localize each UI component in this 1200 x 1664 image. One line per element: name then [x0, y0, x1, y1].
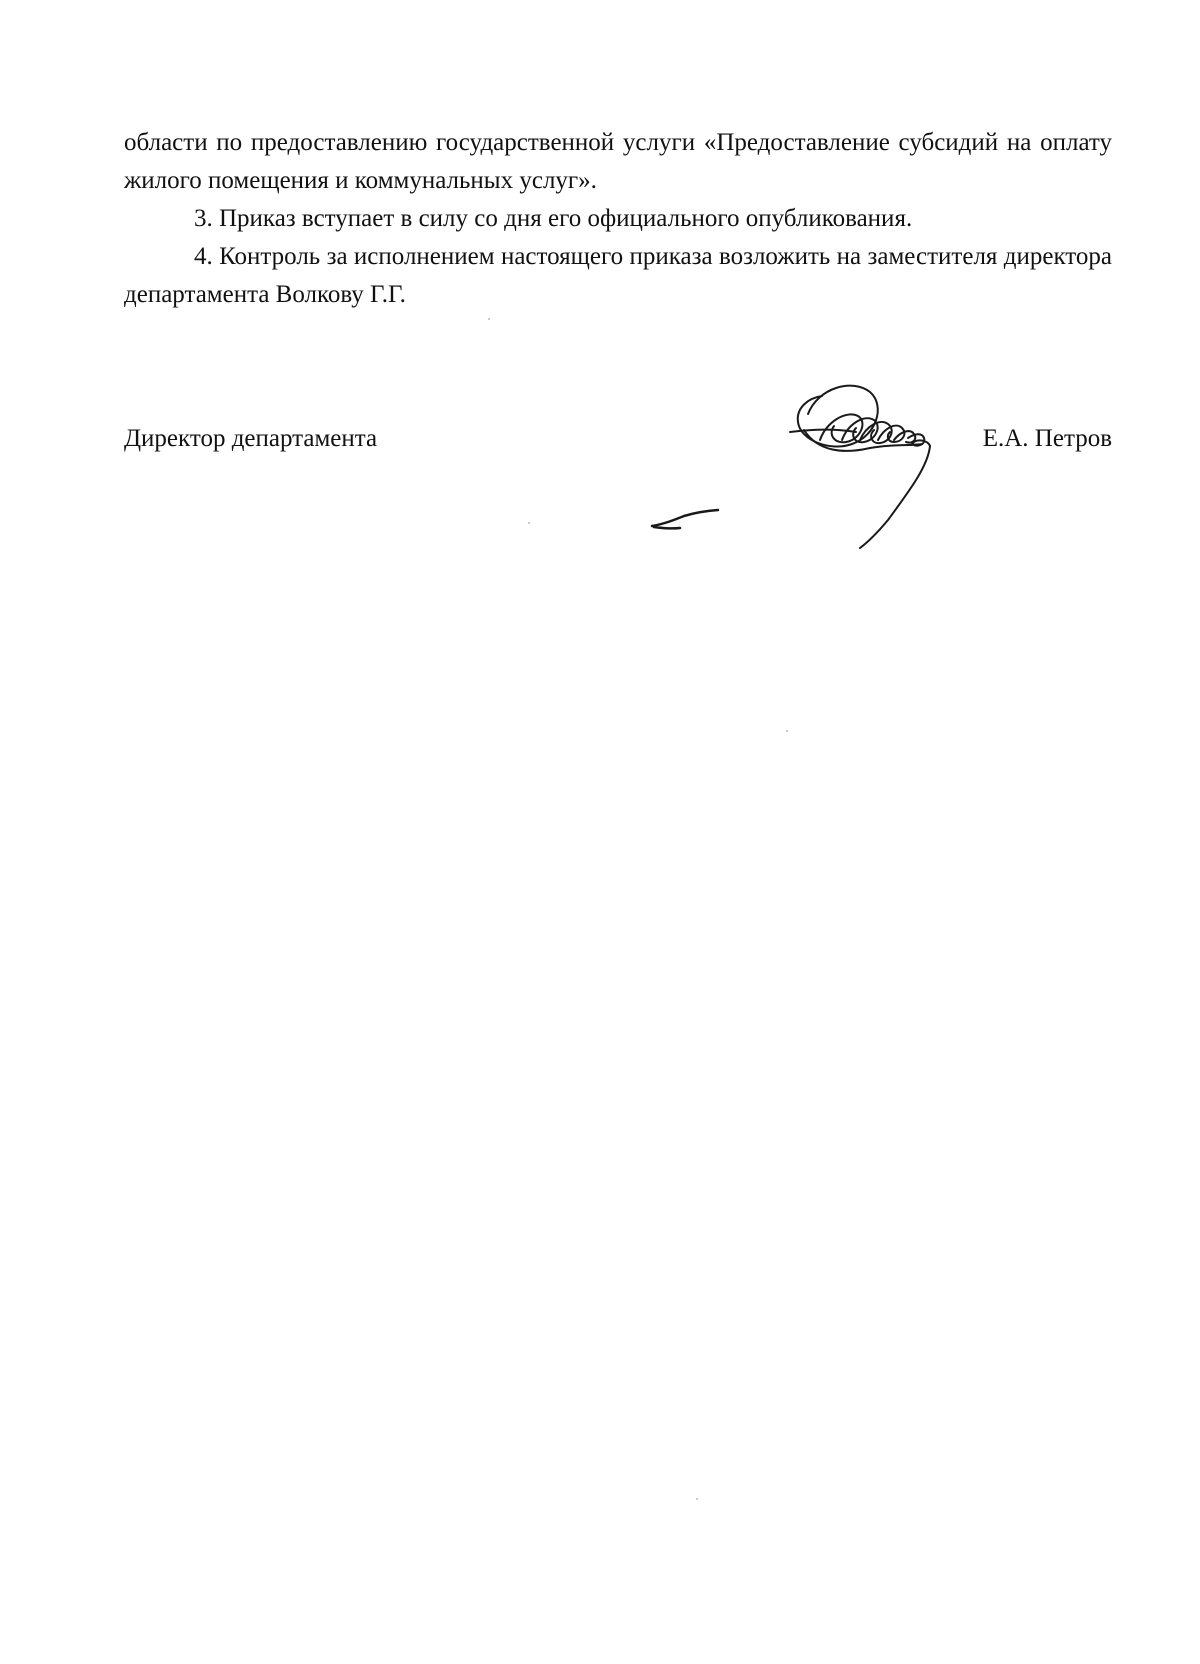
paragraph-continuation: области по предоставлению государственной услуги «Предоставление субсидий на оплату жилого помещения и коммунальных услуг». — [124, 129, 1112, 194]
paragraph-item-4: 4. Контроль за исполнением настоящего приказа возложить на заместителя директора департамента Волкову Г.Г. — [124, 243, 1112, 308]
signer-position: Директор департамента — [124, 425, 378, 452]
paragraph-item-3: 3. Приказ вступает в силу со дня его официального опубликования. — [194, 205, 913, 232]
handwritten-signature-icon — [760, 370, 1000, 560]
scan-speck — [696, 1498, 698, 1500]
scan-speck — [786, 730, 788, 732]
document-body — [124, 124, 1112, 314]
scan-speck — [528, 522, 530, 524]
pen-mark-icon — [650, 508, 720, 538]
signer-name: Е.А. Петров — [982, 425, 1112, 452]
scan-speck — [488, 318, 490, 320]
